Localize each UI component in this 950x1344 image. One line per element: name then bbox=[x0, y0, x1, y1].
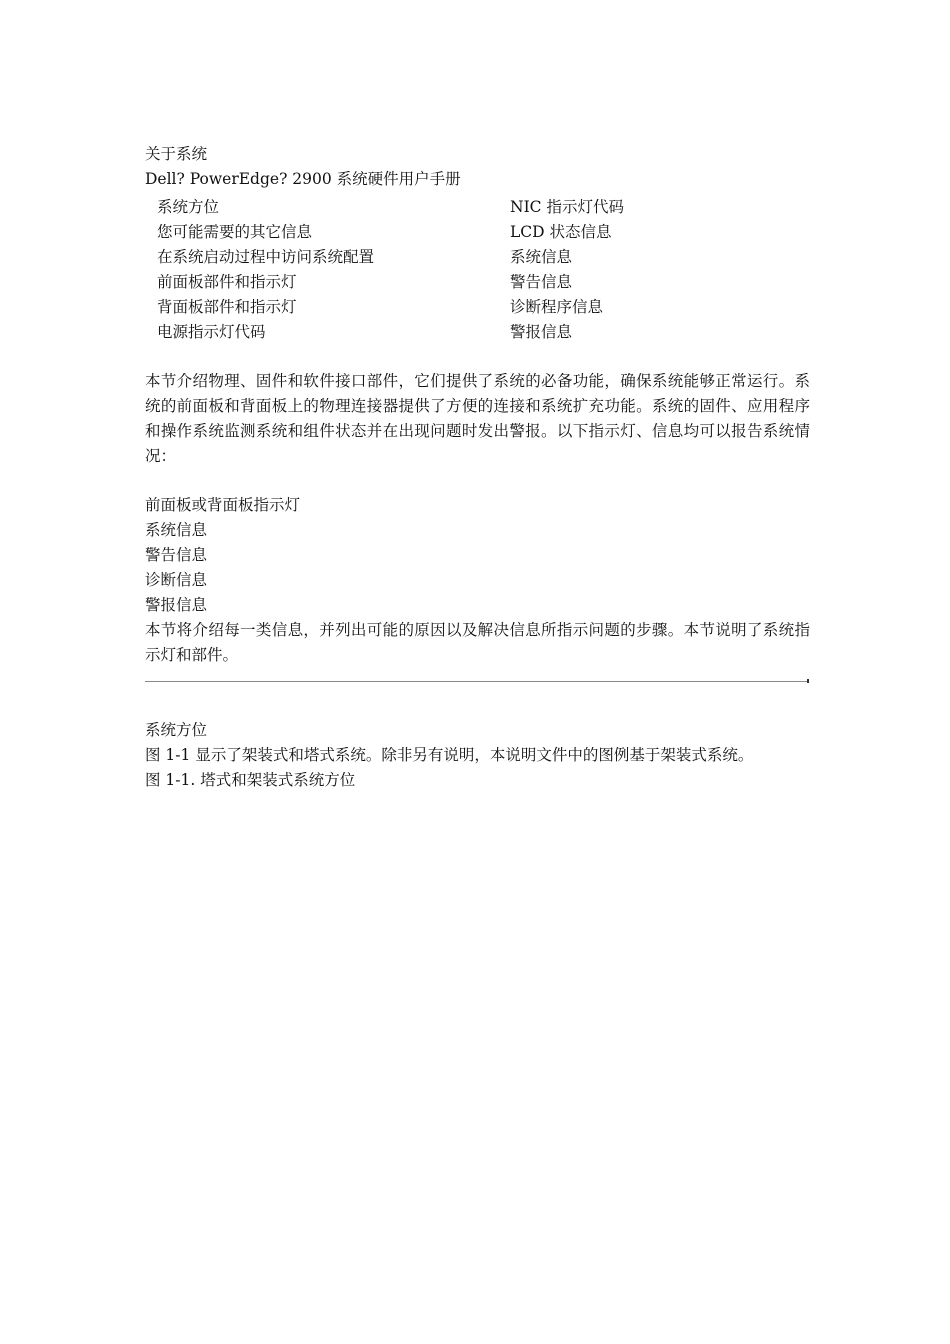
spacer bbox=[145, 682, 810, 718]
list-item: 诊断信息 bbox=[145, 571, 208, 589]
intro-paragraph: 本节介绍物理、固件和软件接口部件，它们提供了系统的必备功能，确保系统能够正常运行。系统的前面板和背面板上的物理连接器提供了方便的连接和系统扩充功能。系统的固件、应用程序和操作系统监测系统和组件状态并在出现问题时发出警报。以下指示灯、信息均可以报告系统情况： bbox=[145, 372, 810, 465]
spacer bbox=[145, 469, 810, 493]
toc-right-column bbox=[510, 195, 624, 345]
toc-link-back-panel[interactable]: 背面板部件和指示灯 bbox=[157, 298, 297, 316]
divider-end-mark bbox=[807, 679, 809, 683]
list-item: 警报信息 bbox=[145, 596, 208, 614]
toc-link-front-panel[interactable]: 前面板部件和指示灯 bbox=[157, 273, 297, 291]
toc-link-system-orientation[interactable]: 系统方位 bbox=[157, 198, 220, 216]
toc-link-power-indicator-codes[interactable]: 电源指示灯代码 bbox=[157, 323, 266, 341]
indicator-list bbox=[145, 493, 810, 618]
list-item: 系统信息 bbox=[145, 521, 208, 539]
list-item: 警告信息 bbox=[145, 546, 208, 564]
manual-title: Dell? PowerEdge? 2900 系统硬件用户手册 bbox=[145, 170, 461, 188]
orientation-heading: 系统方位 bbox=[145, 721, 208, 739]
section-divider bbox=[145, 681, 808, 682]
section-title: 关于系统 bbox=[145, 145, 208, 163]
toc-link-nic-indicator-codes[interactable]: NIC 指示灯代码 bbox=[510, 198, 624, 216]
toc-link-alert-messages[interactable]: 警报信息 bbox=[510, 323, 573, 341]
document-page bbox=[145, 142, 810, 793]
spacer bbox=[145, 345, 810, 369]
toc-left-column bbox=[145, 195, 510, 345]
table-of-contents bbox=[145, 195, 810, 345]
list-item: 前面板或背面板指示灯 bbox=[145, 496, 301, 514]
toc-link-warning-messages[interactable]: 警告信息 bbox=[510, 273, 573, 291]
orientation-description: 图 1-1 显示了架装式和塔式系统。除非另有说明，本说明文件中的图例基于架装式系统。 bbox=[145, 746, 754, 764]
summary-paragraph: 本节将介绍每一类信息，并列出可能的原因以及解决信息所指示问题的步骤。本节说明了系统指示灯和部件。 bbox=[145, 621, 810, 664]
figure-caption: 图 1-1. 塔式和架装式系统方位 bbox=[145, 771, 356, 789]
toc-link-lcd-status-messages[interactable]: LCD 状态信息 bbox=[510, 223, 612, 241]
toc-link-diagnostics-messages[interactable]: 诊断程序信息 bbox=[510, 298, 604, 316]
toc-link-system-messages[interactable]: 系统信息 bbox=[510, 248, 573, 266]
toc-link-system-setup-access[interactable]: 在系统启动过程中访问系统配置 bbox=[157, 248, 375, 266]
toc-link-other-information[interactable]: 您可能需要的其它信息 bbox=[157, 223, 313, 241]
